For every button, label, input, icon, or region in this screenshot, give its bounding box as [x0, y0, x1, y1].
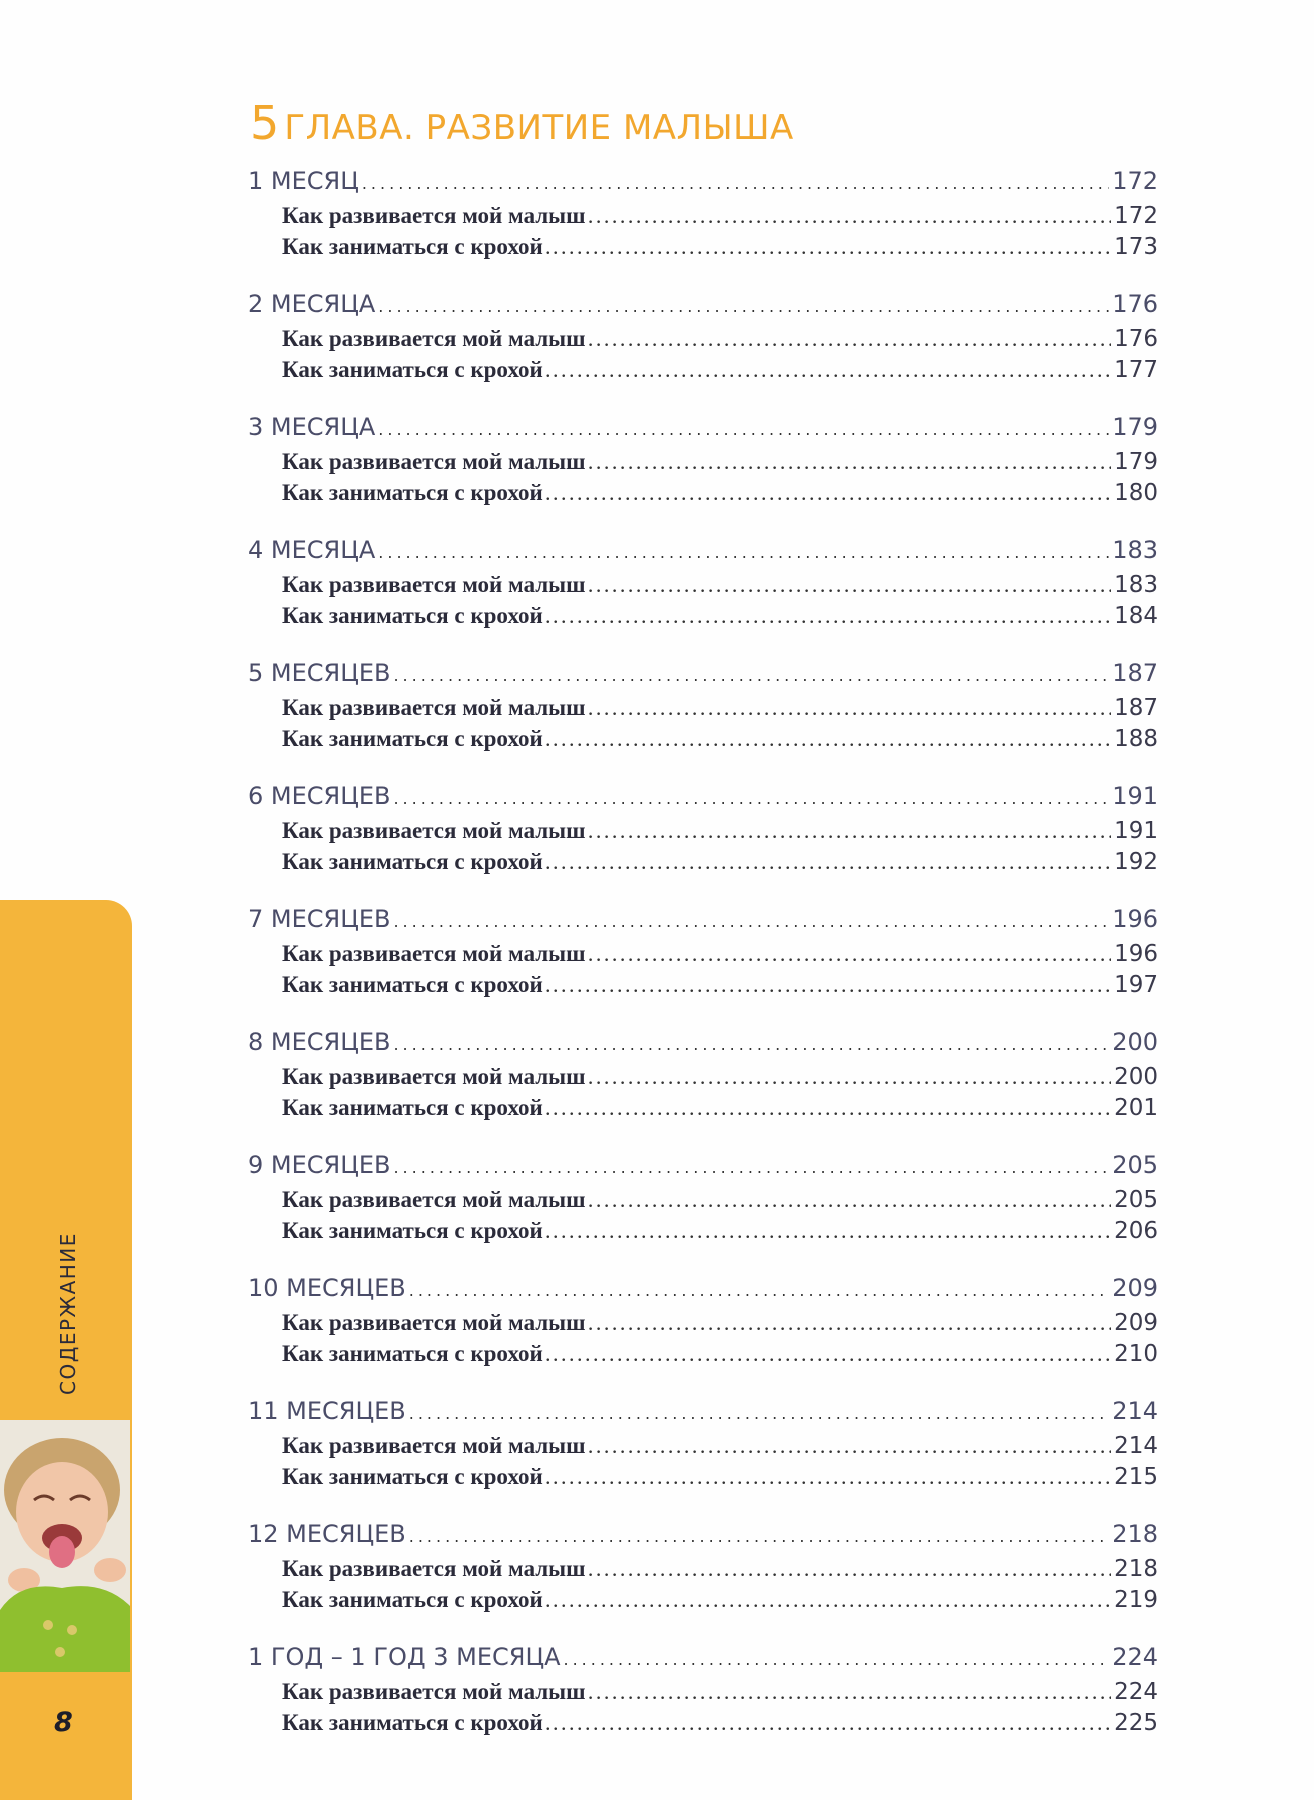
leader-dots [546, 1587, 1111, 1615]
toc-entry-page: 209 [1114, 1310, 1158, 1336]
toc-subentry-row[interactable] [248, 446, 1158, 477]
toc-entry-page: 200 [1114, 1064, 1158, 1090]
toc-section-row[interactable] [248, 1023, 1158, 1061]
toc-section [248, 162, 1158, 262]
toc-entry-title: Как заниматься с крохой [282, 234, 543, 259]
leader-dots [589, 1433, 1112, 1461]
toc-entry-title: 1 МЕСЯЦ [248, 167, 359, 195]
toc-entry-title: Как заниматься с крохой [282, 603, 543, 628]
toc-entry-page: 180 [1114, 480, 1158, 506]
toc-entry-page: 176 [1112, 290, 1158, 318]
toc-section [248, 1392, 1158, 1492]
toc-section [248, 285, 1158, 385]
toc-subentry-row[interactable] [248, 1584, 1158, 1615]
toc-section-row[interactable] [248, 900, 1158, 938]
leader-dots [409, 1518, 1109, 1553]
toc-entry-page: 176 [1114, 326, 1158, 352]
toc-subentry-row[interactable] [248, 354, 1158, 385]
toc-subentry-row[interactable] [248, 1092, 1158, 1123]
toc-entry-title: Как развивается мой малыш [282, 1187, 586, 1212]
leader-dots [546, 726, 1111, 754]
leader-dots [393, 780, 1109, 815]
page-number: 8 [54, 1707, 73, 1738]
toc-subentry-row[interactable] [248, 569, 1158, 600]
toc-subentry-row[interactable] [248, 1707, 1158, 1738]
toc-entry-page: 187 [1112, 659, 1158, 687]
leader-dots [546, 972, 1111, 1000]
toc-entry-title: Как развивается мой малыш [282, 572, 586, 597]
toc-entry-page: 196 [1112, 905, 1158, 933]
toc-subentry-row[interactable] [248, 1215, 1158, 1246]
leader-dots [546, 480, 1111, 508]
toc-entry-page: 210 [1114, 1341, 1158, 1367]
leader-dots [393, 903, 1109, 938]
leader-dots [589, 1556, 1112, 1584]
toc-entry-title: 12 МЕСЯЦЕВ [248, 1520, 406, 1548]
leader-dots [589, 1679, 1112, 1707]
toc-entry-title: Как заниматься с крохой [282, 972, 543, 997]
toc-section-row[interactable] [248, 1515, 1158, 1553]
toc-section-row[interactable] [248, 1638, 1158, 1676]
leader-dots [546, 1218, 1111, 1246]
toc-entry-page: 205 [1114, 1187, 1158, 1213]
leader-dots [546, 357, 1111, 385]
toc-section [248, 1515, 1158, 1615]
toc-entry-page: 214 [1114, 1433, 1158, 1459]
toc-entry-title: 8 МЕСЯЦЕВ [248, 1028, 391, 1056]
toc-entry-page: 188 [1114, 726, 1158, 752]
toc-entry-page: 225 [1114, 1710, 1158, 1736]
leader-dots [393, 657, 1109, 692]
toc-section [248, 1146, 1158, 1246]
leader-dots [409, 1272, 1109, 1307]
toc-subentry-row[interactable] [248, 815, 1158, 846]
toc-section-row[interactable] [248, 531, 1158, 569]
toc-entry-page: 179 [1112, 413, 1158, 441]
toc-entry-title: 1 ГОД – 1 ГОД 3 МЕСЯЦА [248, 1643, 561, 1671]
toc-entry-title: Как заниматься с крохой [282, 726, 543, 751]
toc-section [248, 654, 1158, 754]
toc-section-row[interactable] [248, 777, 1158, 815]
toc-subentry-row[interactable] [248, 1061, 1158, 1092]
leader-dots [546, 603, 1111, 631]
toc-entry-page: 172 [1112, 167, 1158, 195]
toc-entry-page: 183 [1112, 536, 1158, 564]
leader-dots [589, 203, 1112, 231]
leader-dots [564, 1641, 1110, 1676]
toc-subentry-row[interactable] [248, 846, 1158, 877]
toc-entry-title: Как развивается мой малыш [282, 1556, 586, 1581]
leader-dots [546, 1095, 1111, 1123]
toc-entry-title: 11 МЕСЯЦЕВ [248, 1397, 406, 1425]
toc-subentry-row[interactable] [248, 600, 1158, 631]
toc-entry-page: 215 [1114, 1464, 1158, 1490]
toc-entry-title: Как заниматься с крохой [282, 357, 543, 382]
toc-entry-title: 3 МЕСЯЦА [248, 413, 376, 441]
leader-dots [546, 234, 1111, 262]
toc-entry-page: 191 [1112, 782, 1158, 810]
toc-section-row[interactable] [248, 408, 1158, 446]
toc-entry-title: 4 МЕСЯЦА [248, 536, 376, 564]
child-photo [0, 1420, 130, 1672]
leader-dots [589, 695, 1112, 723]
toc-entry-title: Как развивается мой малыш [282, 203, 586, 228]
chapter-heading [250, 96, 794, 150]
toc-entry-page: 173 [1114, 234, 1158, 260]
toc-section-row[interactable] [248, 1146, 1158, 1184]
toc-subentry-row[interactable] [248, 231, 1158, 262]
toc-subentry-row[interactable] [248, 200, 1158, 231]
chapter-number: 5 [250, 96, 280, 150]
toc-entry-title: 10 МЕСЯЦЕВ [248, 1274, 406, 1302]
toc-entry-title: Как развивается мой малыш [282, 695, 586, 720]
toc-section [248, 1638, 1158, 1738]
toc-entry-page: 192 [1114, 849, 1158, 875]
toc-entry-title: Как заниматься с крохой [282, 1218, 543, 1243]
toc-entry-page: 218 [1112, 1520, 1158, 1548]
toc-entry-title: 6 МЕСЯЦЕВ [248, 782, 391, 810]
toc-entry-page: 209 [1112, 1274, 1158, 1302]
toc-subentry-row[interactable] [248, 692, 1158, 723]
leader-dots [589, 1064, 1112, 1092]
toc-subentry-row[interactable] [248, 1184, 1158, 1215]
toc-subentry-row[interactable] [248, 1553, 1158, 1584]
toc-subentry-row[interactable] [248, 1307, 1158, 1338]
toc-entry-page: 196 [1114, 941, 1158, 967]
leader-dots [546, 1341, 1111, 1369]
toc-entry-page: 197 [1114, 972, 1158, 998]
toc-entry-page: 183 [1114, 572, 1158, 598]
leader-dots [589, 449, 1112, 477]
toc-entry-title: Как развивается мой малыш [282, 1064, 586, 1089]
toc-entry-title: Как развивается мой малыш [282, 941, 586, 966]
leader-dots [589, 1310, 1112, 1338]
toc-entry-title: Как заниматься с крохой [282, 1464, 543, 1489]
leader-dots [589, 572, 1112, 600]
toc-entry-page: 172 [1114, 203, 1158, 229]
toc-entry-title: Как развивается мой малыш [282, 449, 586, 474]
toc-entry-page: 187 [1114, 695, 1158, 721]
toc-subentry-row[interactable] [248, 1676, 1158, 1707]
toc-entry-title: 2 МЕСЯЦА [248, 290, 376, 318]
toc-section-row[interactable] [248, 1392, 1158, 1430]
toc-subentry-row[interactable] [248, 323, 1158, 354]
toc-section [248, 1269, 1158, 1369]
toc-entry-page: 219 [1114, 1587, 1158, 1613]
toc-entry-page: 201 [1114, 1095, 1158, 1121]
toc-entry-title: 7 МЕСЯЦЕВ [248, 905, 391, 933]
toc-entry-page: 206 [1114, 1218, 1158, 1244]
toc-section-row[interactable] [248, 1269, 1158, 1307]
toc-section-row[interactable] [248, 285, 1158, 323]
toc-entry-page: 224 [1112, 1643, 1158, 1671]
table-of-contents [248, 162, 1158, 1761]
toc-entry-title: Как заниматься с крохой [282, 1710, 543, 1735]
toc-entry-page: 205 [1112, 1151, 1158, 1179]
leader-dots [378, 534, 1109, 569]
toc-entry-title: Как развивается мой малыш [282, 818, 586, 843]
toc-entry-title: Как развивается мой малыш [282, 1310, 586, 1335]
toc-subentry-row[interactable] [248, 477, 1158, 508]
toc-entry-page: 184 [1114, 603, 1158, 629]
toc-subentry-row[interactable] [248, 938, 1158, 969]
leader-dots [589, 941, 1112, 969]
toc-section [248, 777, 1158, 877]
leader-dots [589, 1187, 1112, 1215]
toc-entry-page: 179 [1114, 449, 1158, 475]
toc-subentry-row[interactable] [248, 1338, 1158, 1369]
leader-dots [393, 1149, 1109, 1184]
toc-subentry-row[interactable] [248, 723, 1158, 754]
leader-dots [589, 326, 1112, 354]
leader-dots [362, 165, 1109, 200]
toc-section [248, 1023, 1158, 1123]
toc-entry-page: 224 [1114, 1679, 1158, 1705]
toc-subentry-row[interactable] [248, 1461, 1158, 1492]
toc-entry-title: Как развивается мой малыш [282, 326, 586, 351]
sidebar-label: СОДЕРЖАНИЕ [56, 1232, 80, 1395]
toc-section-row[interactable] [248, 654, 1158, 692]
toc-entry-title: 9 МЕСЯЦЕВ [248, 1151, 391, 1179]
toc-entry-title: Как развивается мой малыш [282, 1433, 586, 1458]
toc-section [248, 408, 1158, 508]
toc-entry-page: 191 [1114, 818, 1158, 844]
leader-dots [546, 1464, 1111, 1492]
toc-entry-title: Как развивается мой малыш [282, 1679, 586, 1704]
leader-dots [393, 1026, 1109, 1061]
toc-entry-title: Как заниматься с крохой [282, 1341, 543, 1366]
toc-entry-page: 214 [1112, 1397, 1158, 1425]
toc-entry-title: 5 МЕСЯЦЕВ [248, 659, 391, 687]
toc-subentry-row[interactable] [248, 969, 1158, 1000]
toc-entry-page: 177 [1114, 357, 1158, 383]
leader-dots [546, 849, 1111, 877]
leader-dots [546, 1710, 1111, 1738]
toc-entry-title: Как заниматься с крохой [282, 1587, 543, 1612]
toc-entry-page: 200 [1112, 1028, 1158, 1056]
toc-section [248, 900, 1158, 1000]
leader-dots [589, 818, 1112, 846]
toc-subentry-row[interactable] [248, 1430, 1158, 1461]
leader-dots [378, 411, 1109, 446]
toc-section-row[interactable] [248, 162, 1158, 200]
toc-entry-page: 218 [1114, 1556, 1158, 1582]
toc-section [248, 531, 1158, 631]
toc-entry-title: Как заниматься с крохой [282, 480, 543, 505]
toc-entry-title: Как заниматься с крохой [282, 1095, 543, 1120]
toc-entry-title: Как заниматься с крохой [282, 849, 543, 874]
leader-dots [409, 1395, 1109, 1430]
leader-dots [378, 288, 1109, 323]
chapter-title: ГЛАВА. РАЗВИТИЕ МАЛЫША [284, 108, 794, 148]
